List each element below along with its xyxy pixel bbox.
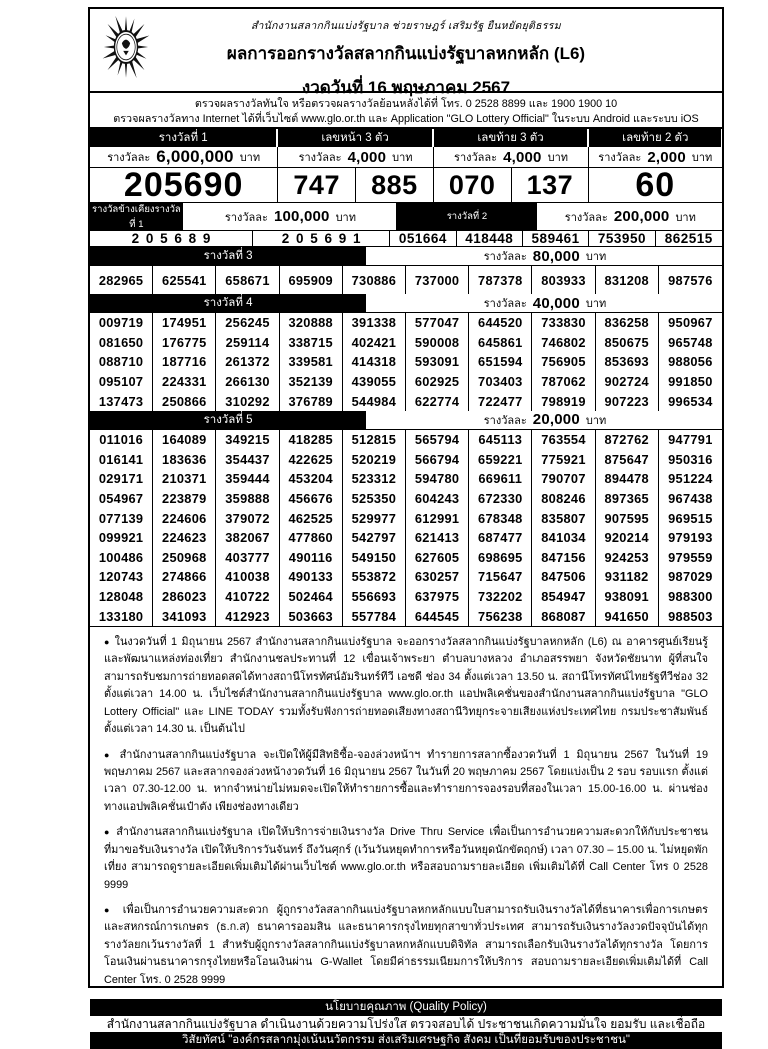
side-second-number-row [90, 231, 722, 247]
vision-statement: วิสัยทัศน์ "องค์กรสลากมุ่งเน้นนวัตกรรม ส่งเสริมเศรษฐกิจ สังคม เป็นที่ยอมรับของประชาชน" [90, 1032, 722, 1049]
prize-number-cell: 529977 [343, 508, 406, 528]
prize-number-cell: 590008 [406, 333, 469, 353]
check-info-line1: ตรวจผลรางวัลทันใจ หรือตรวจผลรางวัลย้อนหลังได้ที่ โทร. 0 2528 8899 และ 1900 1900 10 [194, 98, 618, 110]
prize-number-cell: 286023 [153, 587, 216, 607]
prize-number-cell: 965748 [668, 334, 713, 350]
prize-number-cell: 902724 [596, 372, 659, 392]
prize-number-cell: 544984 [343, 391, 406, 411]
prize-number-cell: 029171 [90, 469, 153, 489]
prize-number-cell: 490116 [280, 548, 343, 568]
prize-number-cell: 099921 [90, 528, 153, 548]
prize-number-cell: 095107 [90, 372, 153, 392]
prize-number-cell: 875647 [596, 450, 659, 470]
prize-number-cell: 164089 [153, 430, 216, 450]
second-prize-amount: รางวัลละ 200,000 บาท [564, 208, 696, 225]
prize-number-cell: 565794 [406, 430, 469, 450]
prize-number-cell: 261372 [216, 352, 279, 372]
prize-number-cell: 418285 [280, 430, 343, 450]
prize-number-cell: 183636 [153, 450, 216, 470]
document-header [90, 9, 722, 97]
prize-number-cell: 100486 [90, 548, 153, 568]
prize-number-cell: 224331 [153, 372, 216, 392]
last-three-label: เลขท้าย 3 ตัว [434, 129, 589, 147]
prize-number-cell: 566794 [406, 450, 469, 470]
prize-number-cell: 622774 [406, 391, 469, 411]
quality-policy-title: นโยบายคุณภาพ (Quality Policy) [90, 999, 722, 1016]
prize-number-cell: 644520 [469, 313, 532, 333]
prize-number-cell: 379072 [216, 508, 279, 528]
fifth-prize-label: รางวัลที่ 5 [90, 411, 368, 429]
prize-number-cell: 924253 [596, 548, 659, 568]
prize-number-cell: 088710 [90, 352, 153, 372]
prize-number-cell: 359444 [216, 469, 279, 489]
last-three-number: 137 [512, 168, 590, 202]
prize-number-cell: 338715 [280, 333, 343, 353]
prize-number-cell: 756905 [532, 352, 595, 372]
prize-number-cell: 947791 [668, 432, 713, 448]
prize-number-cell: 224606 [153, 508, 216, 528]
prize-number-cell: 320888 [280, 313, 343, 333]
prize-number-cell: 174951 [153, 313, 216, 333]
prize-number-cell: 988503 [668, 608, 713, 624]
prize-number-cell: 969515 [668, 510, 713, 526]
prize-number-cell: 645113 [469, 430, 532, 450]
prize-number-cell: 979559 [668, 549, 713, 565]
first-prize-amount: รางวัลละ 6,000,000 บาท [90, 147, 278, 167]
prize-number-cell: 410722 [216, 587, 279, 607]
third-prize-number-grid [90, 266, 722, 294]
prize-number-cell: 847506 [532, 567, 595, 587]
side-second-header-row [90, 203, 722, 231]
prize-number-cell: 678348 [469, 508, 532, 528]
front-three-amount: รางวัลละ 4,000 บาท [278, 147, 433, 167]
prize-number-cell: 376789 [280, 391, 343, 411]
prize-number-cell: 941650 [596, 606, 659, 626]
prize-number-cell: 907223 [596, 391, 659, 411]
prize-number-cell: 763554 [532, 430, 595, 450]
side-prize-label: รางวัลข้างเคียงรางวัลที่ 1 [90, 203, 185, 230]
prize-number-cell: 907595 [596, 508, 659, 528]
check-info-line2: ตรวจผลรางวัลทาง Internet ได้ที่เว็บไซต์ www.glo.or.th และ Application "GLO Lottery Official" ในระบบ Android และระบบ iOS [113, 113, 699, 125]
prize-number-cell: 542797 [343, 528, 406, 548]
prize-number-cell: 897365 [596, 489, 659, 509]
fifth-prize-amount: รางวัลละ 20,000 บาท [483, 411, 607, 429]
side-prize-number: 205689 [90, 231, 253, 246]
front-three-number: 885 [356, 168, 434, 202]
prize-number-cell: 439055 [343, 372, 406, 392]
second-prize-number: 051664 [390, 231, 456, 246]
prize-number-cell: 341093 [153, 606, 216, 626]
prize-number-cell: 410038 [216, 567, 279, 587]
prize-number-cell: 988300 [668, 589, 713, 605]
prize-number-cell: 310292 [216, 391, 279, 411]
prize-number-cell: 282965 [90, 266, 153, 294]
side-prize-number: 205691 [253, 231, 390, 246]
prize-number-cell: 868087 [532, 606, 595, 626]
first-prize-number: 205690 [90, 168, 278, 202]
first-prize-number-row [90, 165, 722, 204]
prize-number-cell: 746802 [532, 333, 595, 353]
prize-number-cell: 594780 [406, 469, 469, 489]
prize-number-cell: 894478 [596, 469, 659, 489]
first-prize-label: รางวัลที่ 1 [90, 129, 278, 147]
prize-number-cell: 787062 [532, 372, 595, 392]
prize-number-cell: 402421 [343, 333, 406, 353]
note-item: ● สำนักงานสลากกินแบ่งรัฐบาล จะเปิดให้ผู้มีสิทธิซื้อ-จองล่วงหน้าฯ ทำรายการสลากซื้องวดวันที่ 1 มิถุนายน 2567 ในวันที่ 19 พฤษภาคม 2567 และสลากจองล่วงหน้างวดวันที่ 16 มิถุนายน 2567 ในวันที่ 20 พฤษภาคม 2567 โดยแบ่งเป็น 2 รอบ รอบแรก ตั้งแต่เวลา 07.30-12.00 น. หากจำหน่ายไม่หมดจะเปิดให้ทำรายการซื้อและทำรายการจองรอบที่สองในเวลา 15.00-16.00 น. ผ่านช่องทางแอปพลิเคชั่นเป๋าตัง เพียงช่องทางเดียว [104, 747, 708, 817]
prize-number-cell: 557784 [343, 606, 406, 626]
prize-number-cell: 722477 [469, 391, 532, 411]
prize-number-cell: 979193 [668, 530, 713, 546]
prize-number-cell: 835807 [532, 508, 595, 528]
prize-number-cell: 490133 [280, 567, 343, 587]
prize-number-cell: 210371 [153, 469, 216, 489]
first-prize-header-row [90, 129, 722, 147]
second-prize-number: 418448 [457, 231, 523, 246]
prize-number-cell: 339581 [280, 352, 343, 372]
notes-section [90, 626, 722, 999]
prize-number-cell: 991850 [668, 374, 713, 390]
prize-number-cell: 625541 [153, 266, 216, 294]
last-two-number: 60 [635, 165, 676, 204]
prize-number-cell: 224623 [153, 528, 216, 548]
fifth-prize-number-grid [90, 430, 722, 626]
prize-number-cell: 853693 [596, 352, 659, 372]
prize-number-cell: 831208 [596, 266, 659, 294]
prize-number-cell: 349215 [216, 430, 279, 450]
prize-number-cell: 850675 [596, 333, 659, 353]
prize-number-cell: 950967 [668, 315, 713, 331]
fourth-prize-label: รางวัลที่ 4 [90, 294, 368, 312]
prize-number-cell: 996534 [668, 393, 713, 409]
prize-number-cell: 391338 [343, 313, 406, 333]
prize-number-cell: 987029 [668, 569, 713, 585]
fourth-prize-number-grid [90, 313, 722, 411]
second-prize-number: 862515 [664, 231, 713, 246]
note-item: ● ในงวดวันที่ 1 มิถุนายน 2567 สำนักงานสลากกินแบ่งรัฐบาล จะออกรางวัลสลากกินแบ่งรัฐบาลหกหลัก (L6) ณ อาคารศูนย์เรียนรู้และพัฒนาแหล่งท่องเที่ยว สำนักงานชลประทานที่ 12 เขื่อนเจ้าพระยา ตำบลบางหลวง อำเภอสรรพยา จังหวัดชัยนาท ผู้ที่สนใจสามารถรับชมการถ่ายทอดสดได้ทางสถานีโทรทัศน์อัมรินทร์ทีวี เอชดี ช่อง 34 ตั้งแต่เวลา 13.50 น. สถานีโทรทัศน์ไทยรัฐทีวีช่อง 32 ตั้งแต่เวลา 14.00 น. เว็บไซต์สำนักงานสลากกินแบ่งรัฐบาล www.glo.or.th แอปพลิเคชั่นของสำนักงานสลากกินแบ่งรัฐบาล "GLO Lottery Official" และ LINE TODAY รวมทั้งรับฟังการถ่ายทอดเสียงทางสถานีวิทยุกระจายเสียงแห่งประเทศไทย กรมประชาสัมพันธ์ ตั้งแต่เวลา 14.30 น. เป็นต้นไป [104, 634, 708, 739]
second-prize-label: รางวัลที่ 2 [397, 203, 539, 230]
prize-number-cell: 556693 [343, 587, 406, 607]
second-prize-number: 753950 [589, 231, 655, 246]
fourth-prize-header-row [90, 294, 722, 313]
prize-number-cell: 016141 [90, 450, 153, 470]
draw-date: งวดวันที่ 16 พฤษภาคม 2567 [301, 78, 511, 97]
prize-number-cell: 730886 [343, 266, 406, 294]
prize-number-cell: 651594 [469, 352, 532, 372]
prize-number-cell: 602925 [406, 372, 469, 392]
prize-number-cell: 525350 [343, 489, 406, 509]
prize-number-cell: 931182 [596, 567, 659, 587]
prize-number-cell: 352139 [280, 372, 343, 392]
prize-number-cell: 687477 [469, 528, 532, 548]
prize-number-cell: 988056 [668, 354, 713, 370]
second-prize-number: 589461 [523, 231, 589, 246]
prize-number-cell: 512815 [343, 430, 406, 450]
prize-number-cell: 627605 [406, 548, 469, 568]
office-motto: สำนักงานสลากกินแบ่งรัฐบาล ช่วยราษฎร์ เสริมรัฐ ยืนหยัดยุติธรรม [251, 20, 561, 32]
third-prize-label: รางวัลที่ 3 [90, 247, 368, 265]
prize-number-cell: 645861 [469, 333, 532, 353]
prize-number-cell: 081650 [90, 333, 153, 353]
prize-number-cell: 621413 [406, 528, 469, 548]
prize-number-cell: 462525 [280, 508, 343, 528]
prize-number-cell: 077139 [90, 508, 153, 528]
prize-number-cell: 382067 [216, 528, 279, 548]
prize-number-cell: 987576 [668, 272, 713, 288]
front-three-label: เลขหน้า 3 ตัว [278, 129, 433, 147]
fourth-prize-amount: รางวัลละ 40,000 บาท [483, 294, 607, 312]
quality-policy-text: สำนักงานสลากกินแบ่งรัฐบาล ดำเนินงานด้วยความโปร่งใส ตรวจสอบได้ ประชาชนเกิดความมั่นใจ ยอมรับ และเชื่อถือ [106, 1017, 706, 1032]
prize-number-cell: 453204 [280, 469, 343, 489]
prize-number-cell: 577047 [406, 313, 469, 333]
prize-number-cell: 787378 [469, 266, 532, 294]
prize-number-cell: 836258 [596, 313, 659, 333]
prize-number-cell: 266130 [216, 372, 279, 392]
prize-number-cell: 808246 [532, 489, 595, 509]
prize-number-cell: 412923 [216, 606, 279, 626]
prize-number-cell: 637975 [406, 587, 469, 607]
prize-number-cell: 477860 [280, 528, 343, 548]
last-three-amount: รางวัลละ 4,000 บาท [434, 147, 589, 167]
last-two-label: เลขท้าย 2 ตัว [589, 129, 721, 147]
prize-number-cell: 250866 [153, 391, 216, 411]
prize-number-cell: 695909 [280, 266, 343, 294]
last-three-number: 070 [434, 168, 512, 202]
prize-number-cell: 672330 [469, 489, 532, 509]
prize-number-cell: 737000 [406, 266, 469, 294]
prize-number-cell: 259114 [216, 333, 279, 353]
prize-number-cell: 553872 [343, 567, 406, 587]
prize-number-cell: 659221 [469, 450, 532, 470]
prize-number-cell: 803933 [532, 266, 595, 294]
prize-number-cell: 872762 [596, 430, 659, 450]
prize-number-cell: 732202 [469, 587, 532, 607]
prize-number-cell: 223879 [153, 489, 216, 509]
prize-number-cell: 950316 [668, 451, 713, 467]
prize-number-cell: 644545 [406, 606, 469, 626]
document-sheet [88, 7, 724, 1047]
prize-number-cell: 604243 [406, 489, 469, 509]
fifth-prize-header-row [90, 411, 722, 430]
note-item: ● เพื่อเป็นการอำนวยความสะดวก ผู้ถูกรางวัลสลากกินแบ่งรัฐบาลหกหลักแบบใบสามารถรับเงินรางวัลได้ที่ธนาคารเพื่อการเกษตรและสหกรณ์การเกษตร (ธ.ก.ส) ธนาคารออมสิน และธนาคารกรุงไทยทุกสาขาทั่วประเทศ สามารถรับเงินรางวัลงวดปัจจุบันได้ทุกรางวัลยกเว้นรางวัลที่ 1 สำหรับผู้ถูกรางวัลสลากกินแบ่งรัฐบาลหกหลักแบบดิจิทัล สามารถเลือกรับเงินรางวัลได้ทุกรางวัล โดยการโอนเงินผ่านธนาคารกรุงไทยหรือโอนเงินผ่าน G-Wallet โดยมีค่าธรรมเนียมการให้บริการ สอบถามรายละเอียดเพิ่มเติมได้ที่ Call Center โทร. 0 2528 9999 [104, 902, 708, 989]
prize-number-cell: 523312 [343, 469, 406, 489]
prize-number-cell: 549150 [343, 548, 406, 568]
prize-number-cell: 733830 [532, 313, 595, 333]
prize-number-cell: 698695 [469, 548, 532, 568]
glo-seal-icon [103, 15, 149, 79]
prize-number-cell: 176775 [153, 333, 216, 353]
prize-number-cell: 503663 [280, 606, 343, 626]
prize-number-cell: 630257 [406, 567, 469, 587]
side-prize-amount: รางวัลละ 100,000 บาท [185, 203, 397, 230]
prize-number-cell: 847156 [532, 548, 595, 568]
prize-number-cell: 756238 [469, 606, 532, 626]
last-two-amount: รางวัลละ 2,000 บาท [598, 148, 713, 166]
front-three-number: 747 [278, 168, 356, 202]
page-title: ผลการออกรางวัลสลากกินแบ่งรัฐบาลหกหลัก (L6) [226, 44, 586, 63]
prize-number-cell: 715647 [469, 567, 532, 587]
prize-number-cell: 520219 [343, 450, 406, 470]
prize-number-cell: 422625 [280, 450, 343, 470]
prize-number-cell: 593091 [406, 352, 469, 372]
prize-number-cell: 967438 [668, 491, 713, 507]
prize-number-cell: 133180 [90, 606, 153, 626]
prize-number-cell: 011016 [90, 430, 153, 450]
prize-number-cell: 054967 [90, 489, 153, 509]
prize-number-cell: 920214 [596, 528, 659, 548]
prize-number-cell: 274866 [153, 567, 216, 587]
prize-number-cell: 250968 [153, 548, 216, 568]
prize-number-cell: 502464 [280, 587, 343, 607]
prize-number-cell: 798919 [532, 391, 595, 411]
prize-number-cell: 128048 [90, 587, 153, 607]
prize-number-cell: 841034 [532, 528, 595, 548]
prize-number-cell: 137473 [90, 391, 153, 411]
prize-number-cell: 256245 [216, 313, 279, 333]
prize-number-cell: 354437 [216, 450, 279, 470]
prize-number-cell: 187716 [153, 352, 216, 372]
prize-number-cell: 456676 [280, 489, 343, 509]
note-item: ● สำนักงานสลากกินแบ่งรัฐบาล เปิดให้บริการจ่ายเงินรางวัล Drive Thru Service เพื่อเป็นการอำนวยความสะดวกให้กับประชาชนที่มาขอรับเงินรางวัล เปิดให้บริการวันจันทร์ ถึงวันศุกร์ (เว้นวันหยุดทำการหรือวันหยุดนักขัตฤกษ์) เวลา 07.30 – 15.00 น. ไม่หยุดพักเที่ยง สามารถดูรายละเอียดเพิ่มเติมได้ผ่านเว็บไซต์ www.glo.or.th หรือสอบถามรายละเอียด เพิ่มเติมได้ที่ Call Center โทร 0 2528 9999 [104, 824, 708, 894]
prize-number-cell: 359888 [216, 489, 279, 509]
prize-number-cell: 669611 [469, 469, 532, 489]
prize-number-cell: 403777 [216, 548, 279, 568]
prize-number-cell: 790707 [532, 469, 595, 489]
prize-number-cell: 703403 [469, 372, 532, 392]
prize-number-cell: 775921 [532, 450, 595, 470]
prize-number-cell: 938091 [596, 587, 659, 607]
prize-number-cell: 414318 [343, 352, 406, 372]
prize-number-cell: 951224 [668, 471, 713, 487]
prize-number-cell: 009719 [90, 313, 153, 333]
third-prize-amount: รางวัลละ 80,000 บาท [483, 247, 607, 265]
prize-number-cell: 612991 [406, 508, 469, 528]
prize-number-cell: 854947 [532, 587, 595, 607]
third-prize-header-row [90, 247, 722, 266]
prize-number-cell: 120743 [90, 567, 153, 587]
prize-number-cell: 658671 [216, 266, 279, 294]
